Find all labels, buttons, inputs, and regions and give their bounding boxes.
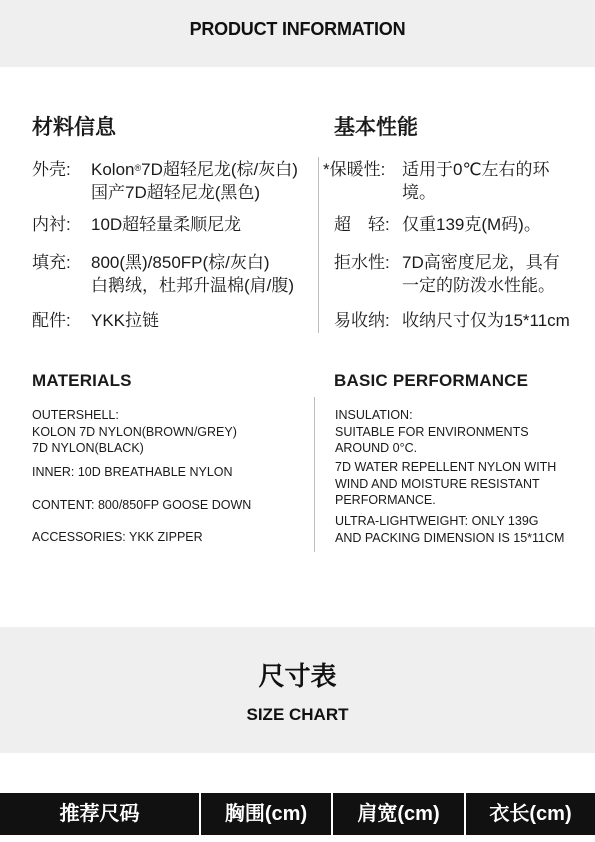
column-header-shoulder: 肩宽(cm) [333,793,466,835]
size-chart-band [0,627,595,753]
row-value: 800(黑)/850FP(棕/灰白) [91,253,270,272]
row-label: 超 轻: [334,215,390,234]
performance-en-block [335,407,529,457]
row-value: YKK拉链 [91,311,160,330]
row-value: 白鹅绒，杜邦升温棉(肩/腹) [91,276,295,295]
en-line: AND PACKING DIMENSION IS 15*11CM [335,530,565,545]
column-header-chest: 胸围(cm) [201,793,333,835]
row-label: 外壳: [32,160,71,179]
row-value: 仅重139克(M码)。 [402,215,541,234]
row-value: Kolon®7D超轻尼龙(棕/灰白) [91,160,298,179]
materials-cn-title: 材料信息 [32,116,116,139]
row-value: 境。 [402,183,436,202]
row-label: 易收纳: [334,311,390,330]
page-title: PRODUCT INFORMATION [189,19,406,39]
row-value: 收纳尺寸仅为15*11cm [402,311,570,330]
en-line: INNER: 10D BREATHABLE NYLON [32,465,233,479]
row-value: 国产7D超轻尼龙(黑色) [91,183,261,202]
en-line: INSULATION: [335,408,413,422]
materials-en-block [32,497,251,514]
row-value: 7D高密度尼龙，具有 [402,253,560,272]
row-label: 内衬: [32,215,71,234]
performance-en-block [335,513,564,546]
en-line: KOLON 7D NYLON(BROWN/GREY) [32,424,237,439]
en-line: WIND AND MOISTURE RESISTANT [335,476,540,491]
column-header-length: 衣长(cm) [489,803,572,825]
row-value: 一定的防泼水性能。 [402,276,555,295]
en-line: PERFORMANCE. [335,493,436,507]
row-label: 配件: [32,311,71,330]
performance-cn-title: 基本性能 [334,116,418,139]
row-value: 10D超轻量柔顺尼龙 [91,215,242,234]
materials-en-block [32,407,237,457]
size-chart-title-cn: 尺寸表 [258,661,337,691]
performance-en-title: BASIC PERFORMANCE [334,371,529,390]
column-header-size: 推荐尺码 [0,793,201,835]
en-line: OUTERSHELL: [32,408,119,422]
materials-en-block [32,464,233,481]
size-table-header [0,793,595,835]
en-line: AROUND 0°C. [335,441,418,455]
en-line: 7D NYLON(BLACK) [32,441,144,455]
row-label: *保暖性: [323,160,386,179]
row-label: 填充: [32,253,71,272]
row-value: 适用于0℃左右的环 [402,160,550,179]
en-line: ULTRA-LIGHTWEIGHT: ONLY 139G [335,514,539,528]
header-band [0,0,595,67]
en-line: SUITABLE FOR ENVIRONMENTS [335,424,529,439]
size-chart-title-en: SIZE CHART [246,705,349,724]
en-line: 7D WATER REPELLENT NYLON WITH [335,460,557,474]
materials-en-block [32,529,203,546]
divider-en [314,397,315,552]
row-label: 拒水性: [334,253,390,272]
en-line: CONTENT: 800/850FP GOOSE DOWN [32,498,252,512]
materials-en-title: MATERIALS [32,371,132,390]
en-line: ACCESSORIES: YKK ZIPPER [32,530,203,544]
performance-en-block [335,459,556,509]
divider-cn [318,157,319,333]
